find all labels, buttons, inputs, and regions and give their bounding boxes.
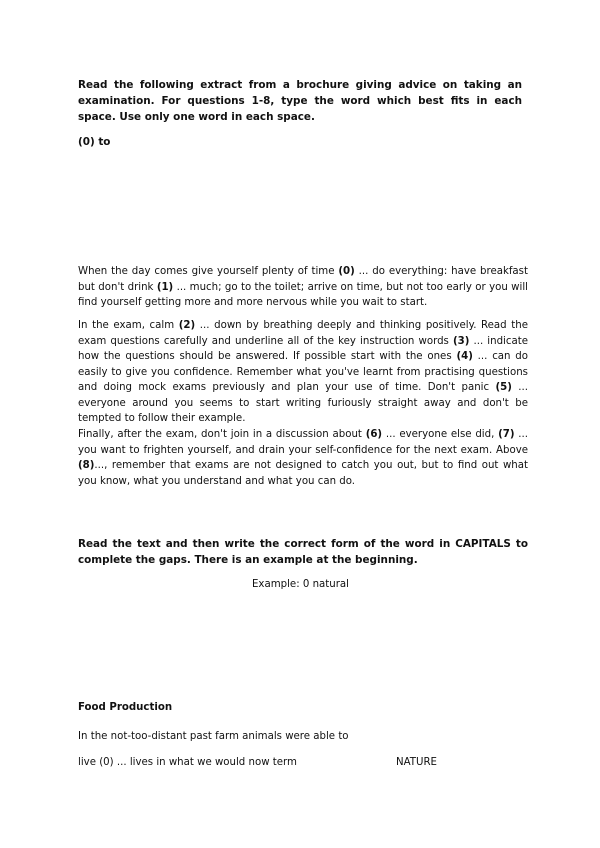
text-segment: ... can do easily to give you confidence. Remember what you've learnt from practising questions and doing mock exams previously and plan your use of time. Don't panic [78, 351, 529, 393]
food-production-title: Food Production [78, 702, 173, 713]
gap-number: (6) [365, 429, 383, 440]
gap-number: (4) [456, 351, 473, 362]
keyword-nature: NATURE [396, 757, 437, 768]
text-segment: Finally, after the exam, don't join in a discussion about [78, 429, 366, 440]
text-segment: When the day comes give yourself plenty of time [78, 266, 339, 277]
section2-example: Example: 0 natural [252, 579, 350, 590]
gap-number: (7) [498, 429, 515, 440]
gap-number: (8) [78, 460, 95, 471]
text-line-2: live (0) ... lives in what we would now term [78, 757, 297, 768]
paragraph-2 [78, 318, 528, 427]
gap-number: (5) [495, 382, 512, 393]
paragraph-1 [78, 264, 528, 311]
text-segment: ... you want to frighten yourself, and drain your self-confidence for the next exam. Above [78, 429, 528, 456]
section2-instructions: Read the text and then write the correct form of the word in CAPITALS to complete the gaps. There is an example at the beginning. [78, 538, 528, 566]
text-segment: In the exam, calm [78, 320, 179, 331]
text-segment: ..., remember that exams are not designed to catch you out, but to find out what you know, what you understand and what you can do. [78, 460, 528, 487]
text-segment: ... down by breathing deeply and thinking positively. Read the exam questions carefully and underline all of the key instruction words [78, 320, 528, 347]
text-segment: ... much; go to the toilet; arrive on time, but not too early or you will find yourself getting more and more nervous while you wait to start. [78, 281, 528, 308]
text-segment: ... do everything: have breakfast but don't drink [78, 266, 528, 293]
paragraph-3 [78, 427, 528, 489]
text-segment: ... everyone around you seems to start writing furiously straight away and don't be tempted to follow their example. [78, 382, 528, 424]
text-line-1: In the not-too-distant past farm animals were able to [78, 731, 349, 742]
gap-number: (0) [338, 266, 355, 277]
gap-number: (1) [156, 281, 174, 293]
gap-number: (2) [178, 320, 196, 331]
text-segment: ... everyone else did, [382, 429, 499, 440]
section1-example: (0) to [78, 136, 111, 148]
gap-number: (3) [452, 335, 470, 347]
text-segment: ... indicate how the questions should be answered. If possible start with the ones [78, 335, 528, 362]
section1-instructions: Read the following extract from a brochure giving advice on taking an examination. For questions 1-8, type the word which best fits in each space. Use only one word in each space. [78, 79, 522, 123]
